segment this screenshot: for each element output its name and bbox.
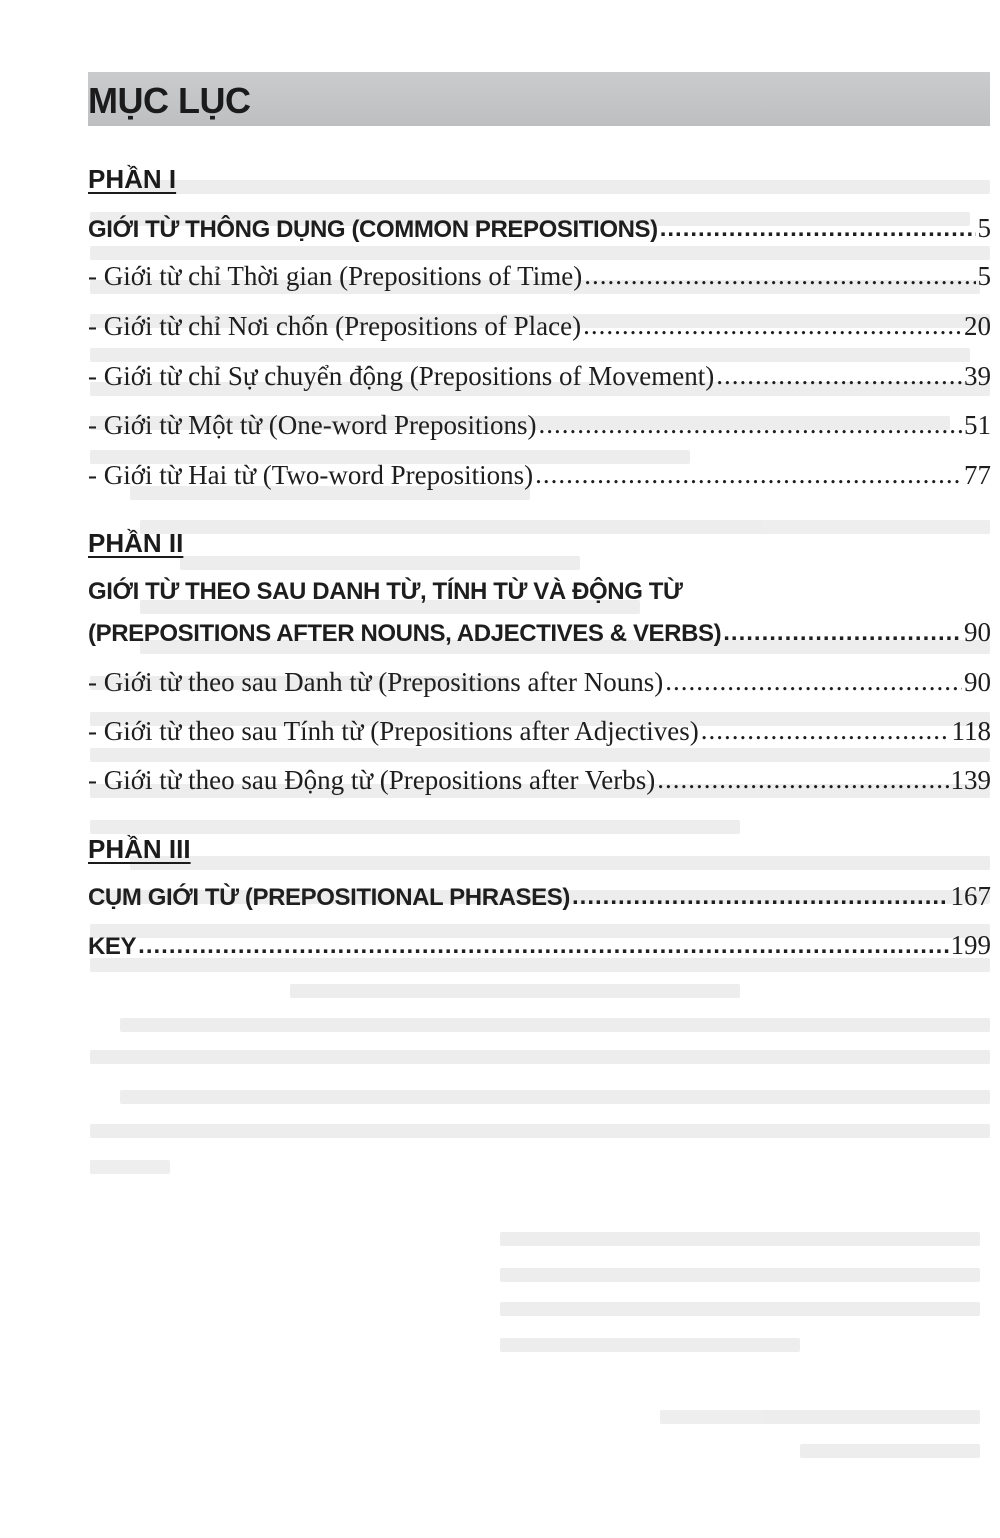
toc-entry-page: 77 <box>964 460 991 490</box>
page-title: MỤC LỤC <box>88 80 251 121</box>
toc-entry-title: (PREPOSITIONS AFTER NOUNS, ADJECTIVES & VERBS) <box>88 620 722 647</box>
toc-entry-title: GIỚI TỪ THÔNG DỤNG (COMMON PREPOSITIONS) <box>88 216 658 243</box>
toc-entry-title: - Giới từ chỉ Thời gian (Prepositions of Time) <box>88 261 583 291</box>
dot-leader <box>572 879 949 915</box>
dot-leader <box>657 761 948 797</box>
toc-entry <box>88 358 991 394</box>
toc-entry-title: - Giới từ Một từ (One-word Prepositions) <box>88 410 537 440</box>
dot-leader <box>701 712 950 748</box>
toc-entry <box>88 762 991 798</box>
dot-leader <box>539 406 962 442</box>
section-heading-part-3: PHẦN III <box>88 834 191 864</box>
toc-entry-title: - Giới từ Hai từ (Two-word Prepositions) <box>88 460 534 490</box>
toc-entry-title: - Giới từ theo sau Động từ (Prepositions after Verbs) <box>88 765 656 795</box>
dot-leader <box>716 357 962 393</box>
dot-leader <box>138 928 948 964</box>
toc-entry-page: 199 <box>950 930 991 960</box>
toc-entry-page: 167 <box>950 881 991 911</box>
dot-leader <box>665 663 962 699</box>
dot-leader <box>584 257 975 293</box>
toc-entry <box>88 927 991 963</box>
toc-entry-title: - Giới từ theo sau Tính từ (Prepositions after Adjectives) <box>88 716 699 746</box>
toc-entry-title: KEY <box>88 933 137 960</box>
toc-entry <box>88 664 991 700</box>
toc-entry-title: - Giới từ theo sau Danh từ (Prepositions after Nouns) <box>88 667 664 697</box>
toc-entry <box>88 308 991 344</box>
toc-entry-title: - Giới từ chỉ Sự chuyển động (Prepositions of Movement) <box>88 361 715 391</box>
dot-leader <box>660 211 976 247</box>
toc-entry-page: 51 <box>964 410 991 440</box>
toc-entry-page: 90 <box>964 667 991 697</box>
toc-entry-page: 39 <box>964 361 991 391</box>
toc-entry <box>88 210 991 246</box>
toc-entry-page: 5 <box>977 213 991 243</box>
toc-entry <box>88 614 991 650</box>
toc-entry <box>88 407 991 443</box>
dot-leader <box>535 456 962 492</box>
toc-entry <box>88 258 991 294</box>
toc-entry-title-line: GIỚI TỪ THEO SAU DANH TỪ, TÍNH TỪ VÀ ĐỘNG TỪ <box>88 578 683 605</box>
toc-entry-page: 5 <box>977 261 991 291</box>
toc-entry-page: 20 <box>964 311 991 341</box>
toc-entry-page: 90 <box>964 617 991 647</box>
dot-leader <box>723 615 962 651</box>
toc-entry <box>88 878 991 914</box>
toc-entry <box>88 457 991 493</box>
toc-entry <box>88 713 991 749</box>
section-heading-part-2: PHẦN II <box>88 528 184 558</box>
toc-entry-page: 139 <box>950 765 991 795</box>
toc-entry-title: CỤM GIỚI TỪ (PREPOSITIONAL PHRASES) <box>88 884 570 911</box>
dot-leader <box>583 307 962 343</box>
section-heading-part-1: PHẦN I <box>88 164 177 194</box>
toc-entry-page: 118 <box>951 716 991 746</box>
toc-entry-title: - Giới từ chỉ Nơi chốn (Prepositions of Place) <box>88 311 582 341</box>
